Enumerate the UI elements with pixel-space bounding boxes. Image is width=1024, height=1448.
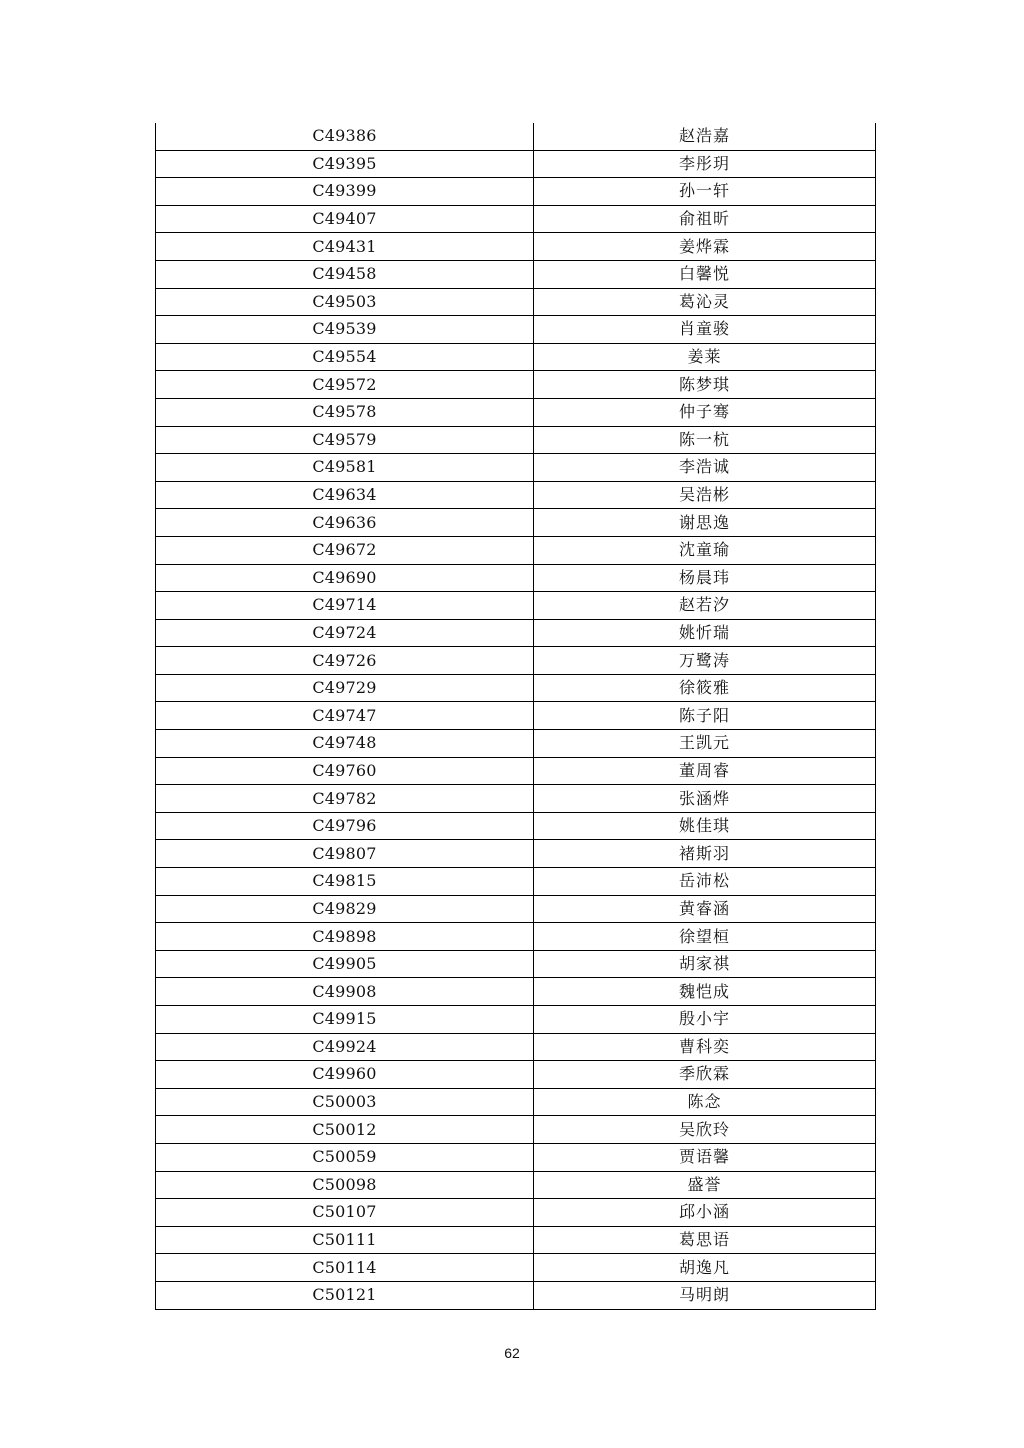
candidate-name-cell: 魏恺成: [534, 978, 876, 1006]
candidate-name-cell: 吴欣玲: [534, 1116, 876, 1144]
candidate-id-cell: C49924: [156, 1033, 534, 1061]
page-number: 62: [504, 1345, 520, 1361]
candidate-name-cell: 陈一杭: [534, 426, 876, 454]
candidate-id-cell: C49782: [156, 785, 534, 813]
candidate-id-cell: C49915: [156, 1006, 534, 1034]
candidate-name-cell: 陈念: [534, 1088, 876, 1116]
table-row: [156, 1088, 876, 1116]
candidate-id-cell: C49796: [156, 812, 534, 840]
candidate-name-cell: 胡逸凡: [534, 1254, 876, 1282]
table-row: [156, 1006, 876, 1034]
candidate-name-cell: 褚斯羽: [534, 840, 876, 868]
candidate-id-cell: C50098: [156, 1171, 534, 1199]
candidate-name-cell: 沈童瑜: [534, 536, 876, 564]
roster-table: [155, 123, 876, 1310]
table-row: [156, 371, 876, 399]
candidate-name-cell: 殷小宇: [534, 1006, 876, 1034]
candidate-id-cell: C49634: [156, 481, 534, 509]
candidate-id-cell: C49760: [156, 757, 534, 785]
candidate-name-cell: 陈子阳: [534, 702, 876, 730]
candidate-name-cell: 姚忻瑞: [534, 619, 876, 647]
table-row: [156, 178, 876, 206]
table-row: [156, 233, 876, 261]
candidate-id-cell: C49829: [156, 895, 534, 923]
table-row: [156, 123, 876, 150]
table-row: [156, 1171, 876, 1199]
candidate-id-cell: C49539: [156, 316, 534, 344]
table-row: [156, 592, 876, 620]
candidate-name-cell: 葛思语: [534, 1226, 876, 1254]
table-row: [156, 950, 876, 978]
candidate-name-cell: 俞祖昕: [534, 205, 876, 233]
table-row: [156, 923, 876, 951]
table-row: [156, 895, 876, 923]
candidate-id-cell: C49726: [156, 647, 534, 675]
candidate-name-cell: 曹科奕: [534, 1033, 876, 1061]
table-row: [156, 674, 876, 702]
table-row: [156, 288, 876, 316]
candidate-id-cell: C49672: [156, 536, 534, 564]
candidate-name-cell: 白馨悦: [534, 260, 876, 288]
candidate-id-cell: C49581: [156, 454, 534, 482]
table-row: [156, 619, 876, 647]
table-row: [156, 1033, 876, 1061]
candidate-name-cell: 孙一轩: [534, 178, 876, 206]
table-row: [156, 1281, 876, 1309]
table-row: [156, 785, 876, 813]
candidate-name-cell: 杨晨玮: [534, 564, 876, 592]
candidate-id-cell: C49905: [156, 950, 534, 978]
candidate-name-cell: 仲子骞: [534, 398, 876, 426]
table-row: [156, 730, 876, 758]
table-row: [156, 481, 876, 509]
candidate-id-cell: C50121: [156, 1281, 534, 1309]
candidate-id-cell: C49578: [156, 398, 534, 426]
table-row: [156, 1143, 876, 1171]
table-row: [156, 1254, 876, 1282]
candidate-id-cell: C49458: [156, 260, 534, 288]
candidate-id-cell: C49399: [156, 178, 534, 206]
candidate-name-cell: 葛沁灵: [534, 288, 876, 316]
candidate-name-cell: 胡家祺: [534, 950, 876, 978]
candidate-name-cell: 马明朗: [534, 1281, 876, 1309]
candidate-name-cell: 李浩诚: [534, 454, 876, 482]
candidate-name-cell: 岳沛松: [534, 868, 876, 896]
candidate-name-cell: 吴浩彬: [534, 481, 876, 509]
table-row: [156, 1061, 876, 1089]
candidate-name-cell: 徐望桓: [534, 923, 876, 951]
candidate-name-cell: 姜烨霖: [534, 233, 876, 261]
candidate-id-cell: C49579: [156, 426, 534, 454]
table-row: [156, 509, 876, 537]
candidate-name-cell: 陈梦琪: [534, 371, 876, 399]
candidate-name-cell: 赵若汐: [534, 592, 876, 620]
table-row: [156, 398, 876, 426]
candidate-id-cell: C49714: [156, 592, 534, 620]
roster-table-body: [156, 123, 876, 1309]
table-row: [156, 702, 876, 730]
candidate-name-cell: 赵浩嘉: [534, 123, 876, 150]
candidate-name-cell: 姚佳琪: [534, 812, 876, 840]
candidate-id-cell: C49807: [156, 840, 534, 868]
candidate-id-cell: C49815: [156, 868, 534, 896]
table-row: [156, 260, 876, 288]
candidate-id-cell: C49431: [156, 233, 534, 261]
table-row: [156, 564, 876, 592]
candidate-name-cell: 徐筱雅: [534, 674, 876, 702]
candidate-id-cell: C49960: [156, 1061, 534, 1089]
candidate-name-cell: 张涵烨: [534, 785, 876, 813]
table-row: [156, 1199, 876, 1227]
table-row: [156, 536, 876, 564]
candidate-name-cell: 王凯元: [534, 730, 876, 758]
table-row: [156, 205, 876, 233]
candidate-id-cell: C49724: [156, 619, 534, 647]
table-row: [156, 978, 876, 1006]
candidate-id-cell: C49554: [156, 343, 534, 371]
table-row: [156, 454, 876, 482]
table-row: [156, 1116, 876, 1144]
candidate-id-cell: C49407: [156, 205, 534, 233]
candidate-id-cell: C49747: [156, 702, 534, 730]
candidate-name-cell: 谢思逸: [534, 509, 876, 537]
candidate-name-cell: 邱小涵: [534, 1199, 876, 1227]
candidate-name-cell: 姜莱: [534, 343, 876, 371]
candidate-name-cell: 万鹭涛: [534, 647, 876, 675]
candidate-name-cell: 季欣霖: [534, 1061, 876, 1089]
table-row: [156, 343, 876, 371]
table-row: [156, 426, 876, 454]
candidate-name-cell: 黄睿涵: [534, 895, 876, 923]
candidate-id-cell: C50107: [156, 1199, 534, 1227]
candidate-id-cell: C50003: [156, 1088, 534, 1116]
candidate-name-cell: 盛誉: [534, 1171, 876, 1199]
candidate-id-cell: C49395: [156, 150, 534, 178]
candidate-id-cell: C49503: [156, 288, 534, 316]
table-row: [156, 840, 876, 868]
candidate-id-cell: C50114: [156, 1254, 534, 1282]
candidate-id-cell: C49636: [156, 509, 534, 537]
candidate-id-cell: C49572: [156, 371, 534, 399]
table-row: [156, 868, 876, 896]
candidate-id-cell: C49729: [156, 674, 534, 702]
table-row: [156, 1226, 876, 1254]
candidate-id-cell: C50111: [156, 1226, 534, 1254]
candidate-name-cell: 董周睿: [534, 757, 876, 785]
table-row: [156, 150, 876, 178]
table-row: [156, 647, 876, 675]
candidate-id-cell: C49748: [156, 730, 534, 758]
candidate-id-cell: C50012: [156, 1116, 534, 1144]
candidate-name-cell: 李彤玥: [534, 150, 876, 178]
table-row: [156, 812, 876, 840]
candidate-id-cell: C49386: [156, 123, 534, 150]
candidate-name-cell: 肖童骏: [534, 316, 876, 344]
candidate-id-cell: C49690: [156, 564, 534, 592]
candidate-id-cell: C49898: [156, 923, 534, 951]
table-row: [156, 757, 876, 785]
candidate-id-cell: C50059: [156, 1143, 534, 1171]
table-row: [156, 316, 876, 344]
candidate-id-cell: C49908: [156, 978, 534, 1006]
candidate-name-cell: 贾语馨: [534, 1143, 876, 1171]
